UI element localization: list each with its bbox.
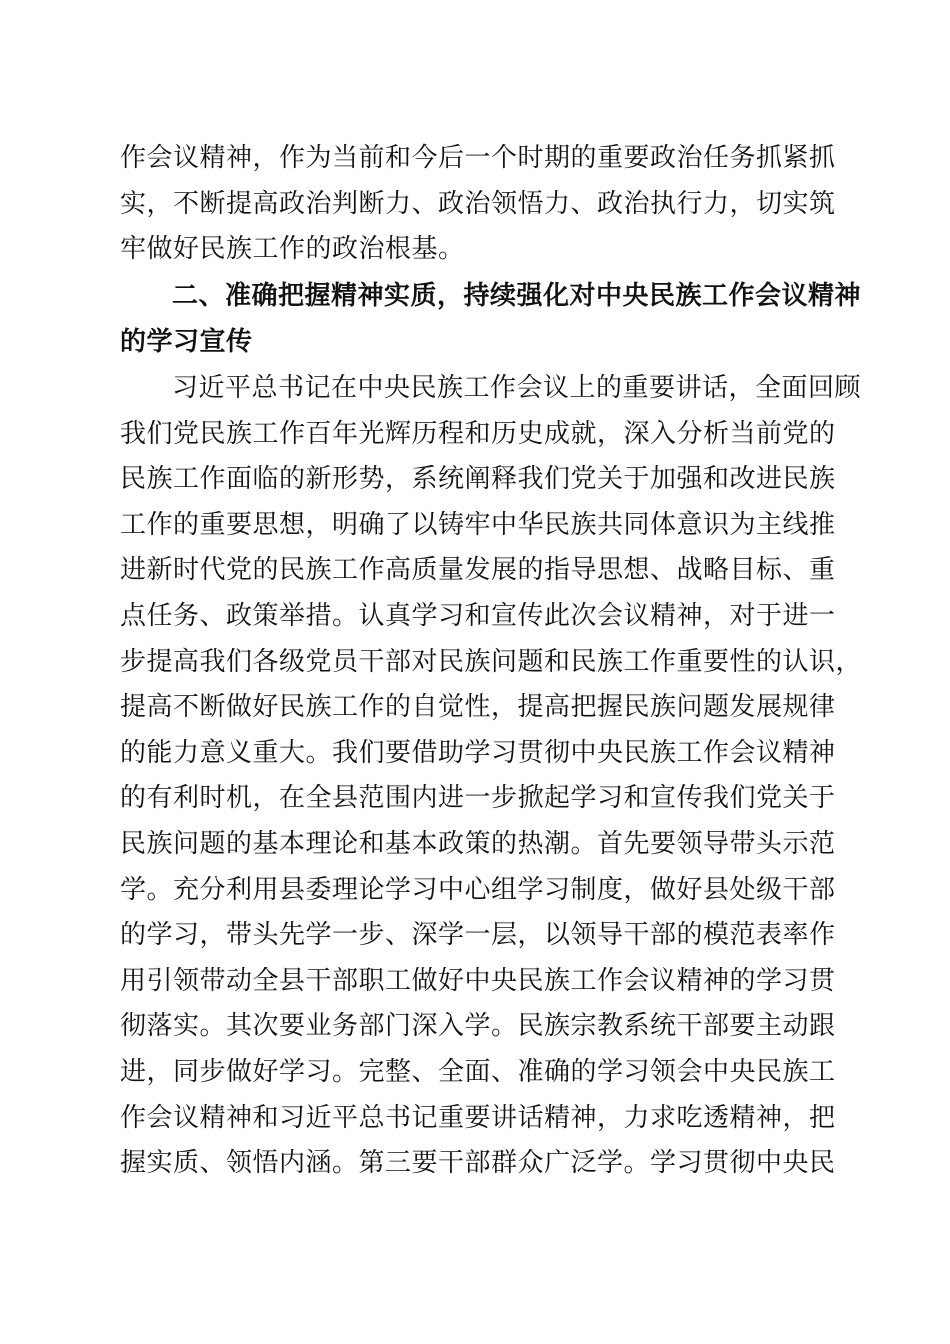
text-line: 提高不断做好民族工作的自觉性，提高把握民族问题发展规律 <box>120 692 836 723</box>
text-line: 进，同步做好学习。完整、全面、准确的学习领会中央民族工 <box>120 1056 836 1087</box>
heading-line: 的学习宣传 <box>120 326 253 357</box>
text-line: 实，不断提高政治判断力、政治领悟力、政治执行力，切实筑 <box>120 188 836 219</box>
text-line: 牢做好民族工作的政治根基。 <box>120 234 465 265</box>
text-line: 步提高我们各级党员干部对民族问题和民族工作重要性的认识， <box>120 646 863 677</box>
text-line: 民族问题的基本理论和基本政策的热潮。首先要领导带头示范 <box>120 828 836 859</box>
text-line: 点任务、政策举措。认真学习和宣传此次会议精神，对于进一 <box>120 600 836 631</box>
text-line: 学。充分利用县委理论学习中心组学习制度，做好县处级干部 <box>120 874 836 905</box>
text-line: 我们党民族工作百年光辉历程和历史成就，深入分析当前党的 <box>120 418 836 449</box>
text-line: 习近平总书记在中央民族工作会议上的重要讲话，全面回顾 <box>172 373 862 403</box>
text-line: 用引领带动全县干部职工做好中央民族工作会议精神的学习贯 <box>120 965 836 996</box>
text-line: 作会议精神和习近平总书记重要讲话精神，力求吃透精神，把 <box>120 1102 836 1133</box>
paragraph-body <box>120 366 863 1187</box>
text-line: 握实质、领悟内涵。第三要干部群众广泛学。学习贯彻中央民 <box>120 1148 836 1179</box>
text-line: 的有利时机，在全县范围内进一步掀起学习和宣传我们党关于 <box>120 783 836 814</box>
text-line: 的学习，带头先学一步、深学一层，以领导干部的模范表率作 <box>120 920 836 951</box>
text-line: 彻落实。其次要业务部门深入学。民族宗教系统干部要主动跟 <box>120 1011 836 1042</box>
paragraph-continuation <box>120 136 836 273</box>
text-line: 进新时代党的民族工作高质量发展的指导思想、战略目标、重 <box>120 555 836 586</box>
text-line: 民族工作面临的新形势，系统阐释我们党关于加强和改进民族 <box>120 464 836 495</box>
text-line: 工作的重要思想，明确了以铸牢中华民族共同体意识为主线推 <box>120 509 836 540</box>
section-heading-2 <box>120 274 862 365</box>
text-line: 的能力意义重大。我们要借助学习贯彻中央民族工作会议精神 <box>120 737 836 768</box>
text-line: 作会议精神，作为当前和今后一个时期的重要政治任务抓紧抓 <box>120 143 836 173</box>
heading-line: 二、准确把握精神实质，持续强化对中央民族工作会议精神 <box>172 281 862 311</box>
